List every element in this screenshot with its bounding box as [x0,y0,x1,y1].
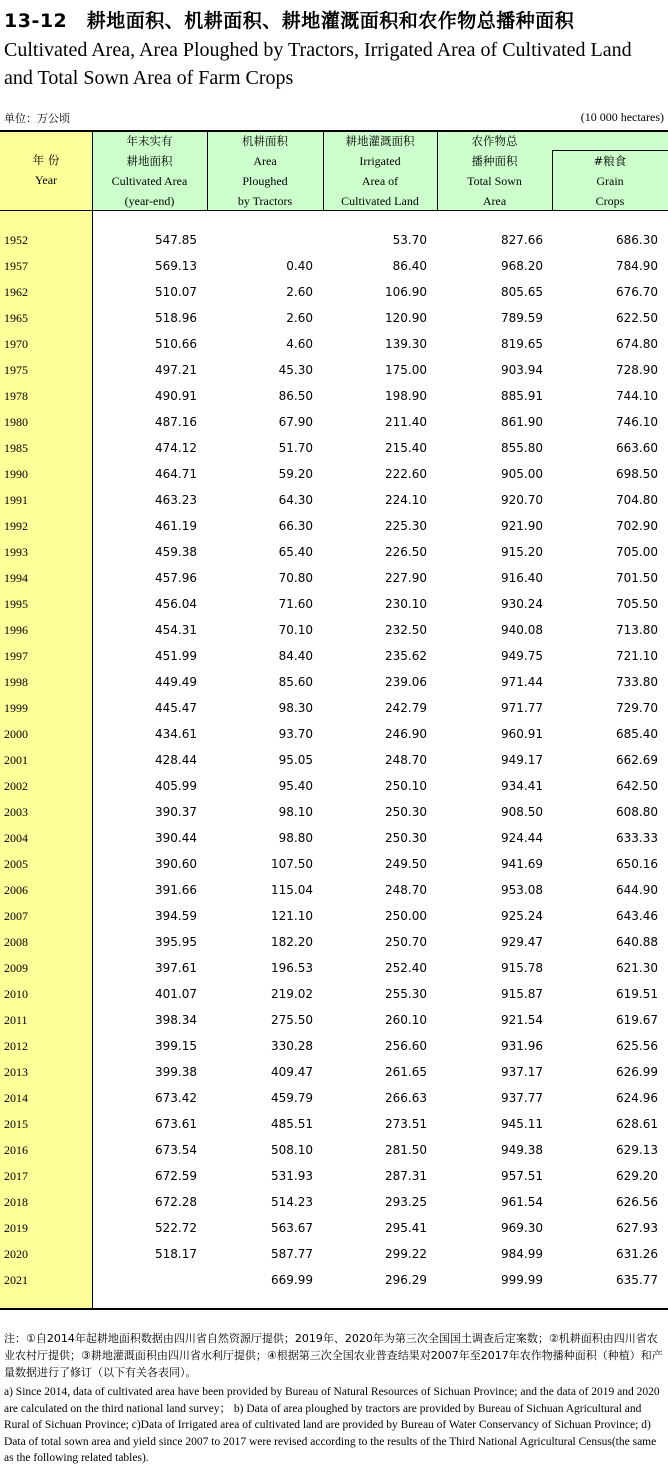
cell-irrigated-area: 250.30 [385,805,427,819]
cell-irrigated-area: 211.40 [385,415,427,429]
cell-total-sown-area: 921.54 [501,1013,543,1027]
unit-label-en: (10 000 hectares) [580,110,664,124]
cell-total-sown-area: 937.17 [501,1065,543,1079]
cell-cultivated-area: 673.54 [155,1143,197,1157]
cell-irrigated-area: 287.31 [385,1169,427,1183]
cell-grain-crops: 685.40 [616,727,658,741]
cell-total-sown-area: 968.20 [501,259,543,273]
cell-total-sown-area: 961.54 [501,1195,543,1209]
cell-grain-crops: 728.90 [616,363,658,377]
cell-grain-crops: 633.33 [616,831,658,845]
cell-grain-crops: 663.60 [616,441,658,455]
cell-year: 2010 [4,987,28,1001]
cell-year: 2007 [4,909,28,923]
table-row [0,435,668,461]
cell-grain-crops: 619.51 [616,987,658,1001]
cell-year: 2005 [4,857,28,871]
cell-irrigated-area: 293.25 [385,1195,427,1209]
cell-grain-crops: 650.16 [616,857,658,871]
cell-irrigated-area: 239.06 [385,675,427,689]
cell-grain-crops: 686.30 [616,233,658,247]
cell-area-ploughed: 107.50 [271,857,313,871]
table-row [0,799,668,825]
cell-total-sown-area: 929.47 [501,935,543,949]
table-row [0,747,668,773]
cell-cultivated-area: 672.28 [155,1195,197,1209]
cell-area-ploughed: 182.20 [271,935,313,949]
cell-grain-crops: 644.90 [616,883,658,897]
cell-total-sown-area: 885.91 [501,389,543,403]
header-area-ploughed: 机耕面积 Area Ploughed by Tractors [237,134,293,208]
table-row [0,1137,668,1163]
cell-area-ploughed: 330.28 [271,1039,313,1053]
cell-total-sown-area: 916.40 [501,571,543,585]
table-row [0,721,668,747]
cell-irrigated-area: 227.90 [385,571,427,585]
cell-total-sown-area: 827.66 [501,233,543,247]
table-row [0,981,668,1007]
cell-cultivated-area: 405.99 [155,779,197,793]
cell-area-ploughed: 219.02 [271,987,313,1001]
cell-year: 2008 [4,935,28,949]
cell-year: 1990 [4,467,28,481]
header-total-sown-area: 农作物总 播种面积 Total Sown Area [467,134,522,208]
cell-grain-crops: 702.90 [616,519,658,533]
cell-irrigated-area: 250.10 [385,779,427,793]
table-row [0,695,668,721]
header-grain-crops: #粮食 Grain Crops [593,154,627,208]
cell-year: 2019 [4,1221,28,1235]
cell-grain-crops: 744.10 [616,389,658,403]
cell-year: 1995 [4,597,28,611]
cell-cultivated-area: 569.13 [155,259,197,273]
cell-area-ploughed: 587.77 [271,1247,313,1261]
cell-irrigated-area: 232.50 [385,623,427,637]
cell-area-ploughed: 485.51 [271,1117,313,1131]
table-row [0,565,668,591]
cell-cultivated-area: 428.44 [155,753,197,767]
cell-irrigated-area: 225.30 [385,519,427,533]
cell-total-sown-area: 934.41 [501,779,543,793]
cell-area-ploughed: 70.10 [278,623,313,637]
cell-irrigated-area: 266.63 [385,1091,427,1105]
cell-irrigated-area: 249.50 [385,857,427,871]
table-row [0,305,668,331]
cell-cultivated-area: 390.37 [155,805,197,819]
cell-year: 1952 [4,233,28,247]
cell-area-ploughed: 409.47 [271,1065,313,1079]
cell-total-sown-area: 915.78 [501,961,543,975]
cell-total-sown-area: 903.94 [501,363,543,377]
cell-year: 1978 [4,389,28,403]
cell-cultivated-area: 474.12 [155,441,197,455]
cell-cultivated-area: 456.04 [155,597,197,611]
cell-total-sown-area: 925.24 [501,909,543,923]
cell-area-ploughed: 59.20 [278,467,313,481]
cell-cultivated-area: 434.61 [155,727,197,741]
cell-irrigated-area: 281.50 [385,1143,427,1157]
cell-year: 2013 [4,1065,28,1079]
cell-grain-crops: 626.56 [616,1195,658,1209]
table-row [0,279,668,305]
cell-grain-crops: 746.10 [616,415,658,429]
cell-year: 2009 [4,961,28,975]
cell-total-sown-area: 949.75 [501,649,543,663]
table-row [0,1267,668,1293]
cell-cultivated-area: 445.47 [155,701,197,715]
cell-total-sown-area: 861.90 [501,415,543,429]
cell-cultivated-area: 395.95 [155,935,197,949]
cell-area-ploughed: 66.30 [278,519,313,533]
cell-year: 1970 [4,337,28,351]
cell-area-ploughed: 0.40 [286,259,313,273]
cell-total-sown-area: 940.08 [501,623,543,637]
cell-grain-crops: 642.50 [616,779,658,793]
cell-year: 2000 [4,727,28,741]
cell-year: 2017 [4,1169,28,1183]
cell-area-ploughed: 669.99 [271,1273,313,1287]
cell-grain-crops: 733.80 [616,675,658,689]
cell-irrigated-area: 86.40 [392,259,427,273]
cell-year: 1994 [4,571,28,585]
cell-irrigated-area: 260.10 [385,1013,427,1027]
notes-cn: 注：①自2014年起耕地面积数据由四川省自然资源厅提供；2019年、2020年为第三次全国国土调查后定案数；②机耕面积由四川省农业农村厅提供；③耕地灌溉面积由四川省水利厅提供；④根据第三次全国农业普查结果对2007年至2017年农作物播种面积（种植）和产量数据进行了修订（以下有关各表同）。 [4,1332,663,1379]
cell-total-sown-area: 971.77 [501,701,543,715]
table-row [0,1215,668,1241]
cell-total-sown-area: 819.65 [501,337,543,351]
cell-total-sown-area: 937.77 [501,1091,543,1105]
cell-total-sown-area: 908.50 [501,805,543,819]
cell-year: 2004 [4,831,28,845]
cell-area-ploughed: 65.40 [278,545,313,559]
cell-total-sown-area: 971.44 [501,675,543,689]
cell-total-sown-area: 945.11 [501,1117,543,1131]
cell-total-sown-area: 999.99 [501,1273,543,1287]
cell-total-sown-area: 855.80 [501,441,543,455]
cell-cultivated-area: 518.96 [155,311,197,325]
cell-cultivated-area: 461.19 [155,519,197,533]
cell-area-ploughed: 563.67 [271,1221,313,1235]
cell-irrigated-area: 106.90 [385,285,427,299]
cell-year: 1996 [4,623,28,637]
table-row [0,773,668,799]
cell-irrigated-area: 230.10 [385,597,427,611]
cell-grain-crops: 705.50 [616,597,658,611]
cell-grain-crops: 608.80 [616,805,658,819]
table-row [0,331,668,357]
cell-year: 2021 [4,1273,28,1287]
cell-irrigated-area: 222.60 [385,467,427,481]
cell-area-ploughed: 95.05 [278,753,313,767]
cell-cultivated-area: 451.99 [155,649,197,663]
table-row [0,513,668,539]
cell-year: 1992 [4,519,28,533]
cell-total-sown-area: 941.69 [501,857,543,871]
cell-irrigated-area: 250.30 [385,831,427,845]
cell-cultivated-area: 672.59 [155,1169,197,1183]
table-row [0,1189,668,1215]
table-row [0,825,668,851]
cell-cultivated-area: 449.49 [155,675,197,689]
cell-irrigated-area: 248.70 [385,753,427,767]
cell-year: 2001 [4,753,28,767]
cell-grain-crops: 674.80 [616,337,658,351]
cell-cultivated-area: 487.16 [155,415,197,429]
cell-grain-crops: 701.50 [616,571,658,585]
cell-cultivated-area: 490.91 [155,389,197,403]
cell-grain-crops: 624.96 [616,1091,658,1105]
cell-cultivated-area: 459.38 [155,545,197,559]
cell-cultivated-area: 510.66 [155,337,197,351]
table-row [0,357,668,383]
cell-cultivated-area: 397.61 [155,961,197,975]
cell-irrigated-area: 242.79 [385,701,427,715]
table-row [0,1059,668,1085]
cell-area-ploughed: 71.60 [278,597,313,611]
cell-grain-crops: 713.80 [616,623,658,637]
cell-area-ploughed: 4.60 [286,337,313,351]
cell-grain-crops: 629.13 [616,1143,658,1157]
cell-irrigated-area: 53.70 [392,233,427,247]
header-cultivated-area: 年末实有 耕地面积 Cultivated Area (year-end) [111,134,188,208]
header-year: 年 份 Year [32,153,60,187]
cell-grain-crops: 628.61 [616,1117,658,1131]
cell-area-ploughed: 98.80 [278,831,313,845]
cell-area-ploughed: 95.40 [278,779,313,793]
cell-irrigated-area: 299.22 [385,1247,427,1261]
table-row [0,955,668,981]
cell-area-ploughed: 67.90 [278,415,313,429]
cell-area-ploughed: 45.30 [278,363,313,377]
cell-area-ploughed: 121.10 [271,909,313,923]
cell-irrigated-area: 120.90 [385,311,427,325]
table-row [0,1241,668,1267]
unit-label-cn: 单位：万公顷 [4,112,70,125]
cell-total-sown-area: 949.38 [501,1143,543,1157]
cell-irrigated-area: 255.30 [385,987,427,1001]
cell-year: 2012 [4,1039,28,1053]
cell-year: 1993 [4,545,28,559]
cell-grain-crops: 705.00 [616,545,658,559]
cell-year: 1991 [4,493,28,507]
cell-grain-crops: 619.67 [616,1013,658,1027]
cell-year: 2018 [4,1195,28,1209]
cell-irrigated-area: 252.40 [385,961,427,975]
cell-grain-crops: 676.70 [616,285,658,299]
cell-irrigated-area: 215.40 [385,441,427,455]
table-row [0,1111,668,1137]
cell-total-sown-area: 930.24 [501,597,543,611]
cell-cultivated-area: 510.07 [155,285,197,299]
cell-year: 1998 [4,675,28,689]
cell-irrigated-area: 250.00 [385,909,427,923]
cell-year: 2011 [4,1013,28,1027]
cell-cultivated-area: 401.07 [155,987,197,1001]
cell-total-sown-area: 915.87 [501,987,543,1001]
cell-area-ploughed: 93.70 [278,727,313,741]
cell-cultivated-area: 464.71 [155,467,197,481]
cell-grain-crops: 729.70 [616,701,658,715]
cell-total-sown-area: 960.91 [501,727,543,741]
cell-year: 1997 [4,649,28,663]
cell-irrigated-area: 296.29 [385,1273,427,1287]
cell-cultivated-area: 398.34 [155,1013,197,1027]
cell-cultivated-area: 457.96 [155,571,197,585]
cell-area-ploughed: 459.79 [271,1091,313,1105]
notes-en: a) Since 2014, data of cultivated area have been provided by Bureau of Natural Resources of Sichuan Province; and the data of 2019 and 2020 are calculated on the third national land survey； b) Data of area ploughed by tractors are provided by Bureau of Sichuan Agricultural and Rural of Sichuan Province; c)Data of Irrigated area of cultivated land are provided by Bureau of Water Conservancy of Sichuan Province; d) Data of total sown area and yield since 2007 to 2017 were revised according to the results of the Third National Agricultural Census(the same as the following related tables). [4,1386,660,1464]
cell-grain-crops: 626.99 [616,1065,658,1079]
cell-irrigated-area: 248.70 [385,883,427,897]
cell-year: 2003 [4,805,28,819]
cell-total-sown-area: 949.17 [501,753,543,767]
cell-grain-crops: 635.77 [616,1273,658,1287]
cell-irrigated-area: 273.51 [385,1117,427,1131]
table-row [0,461,668,487]
table-row [0,643,668,669]
table-row [0,539,668,565]
table-row [0,1085,668,1111]
cell-area-ploughed: 70.80 [278,571,313,585]
cell-total-sown-area: 953.08 [501,883,543,897]
cell-year: 2016 [4,1143,28,1157]
cell-year: 2002 [4,779,28,793]
cell-cultivated-area: 390.60 [155,857,197,871]
cell-year: 1957 [4,259,28,273]
cell-area-ploughed: 275.50 [271,1013,313,1027]
cell-grain-crops: 631.26 [616,1247,658,1261]
cell-area-ploughed: 508.10 [271,1143,313,1157]
cell-grain-crops: 629.20 [616,1169,658,1183]
cell-grain-crops: 698.50 [616,467,658,481]
cell-irrigated-area: 198.90 [385,389,427,403]
cell-total-sown-area: 984.99 [501,1247,543,1261]
cell-cultivated-area: 394.59 [155,909,197,923]
cell-irrigated-area: 175.00 [385,363,427,377]
table-bottom-rule [0,1308,668,1310]
cell-year: 1985 [4,441,28,455]
cell-grain-crops: 627.93 [616,1221,658,1235]
cell-grain-crops: 662.69 [616,753,658,767]
cell-total-sown-area: 805.65 [501,285,543,299]
cell-cultivated-area: 497.21 [155,363,197,377]
cell-year: 1999 [4,701,28,715]
table-row [0,1033,668,1059]
cell-irrigated-area: 295.41 [385,1221,427,1235]
cell-area-ploughed: 514.23 [271,1195,313,1209]
cell-irrigated-area: 224.10 [385,493,427,507]
cell-grain-crops: 643.46 [616,909,658,923]
cell-area-ploughed: 86.50 [278,389,313,403]
cell-area-ploughed: 196.53 [271,961,313,975]
table-row [0,383,668,409]
table-row [0,227,668,253]
cell-total-sown-area: 905.00 [501,467,543,481]
cell-year: 2014 [4,1091,28,1105]
table-row [0,1163,668,1189]
cell-year: 1965 [4,311,28,325]
cell-year: 2020 [4,1247,28,1261]
cell-irrigated-area: 226.50 [385,545,427,559]
table-row [0,487,668,513]
cell-area-ploughed: 64.30 [278,493,313,507]
table-row [0,1007,668,1033]
cell-area-ploughed: 85.60 [278,675,313,689]
cell-total-sown-area: 957.51 [501,1169,543,1183]
cell-total-sown-area: 920.70 [501,493,543,507]
cell-area-ploughed: 98.10 [278,805,313,819]
cell-irrigated-area: 256.60 [385,1039,427,1053]
cell-area-ploughed: 2.60 [286,285,313,299]
cell-cultivated-area: 673.42 [155,1091,197,1105]
cell-area-ploughed: 84.40 [278,649,313,663]
cell-year: 2015 [4,1117,28,1131]
cell-total-sown-area: 969.30 [501,1221,543,1235]
table-row [0,591,668,617]
cell-grain-crops: 621.30 [616,961,658,975]
cell-total-sown-area: 915.20 [501,545,543,559]
table-title-en: Cultivated Area, Area Ploughed by Tractors, Irrigated Area of Cultivated Land and Total Sown Area of Farm Crops [4,39,632,89]
table-row [0,617,668,643]
cell-area-ploughed: 2.60 [286,311,313,325]
cell-area-ploughed: 51.70 [278,441,313,455]
cell-year: 1975 [4,363,28,377]
cell-cultivated-area: 522.72 [155,1221,197,1235]
table-row [0,929,668,955]
cell-grain-crops: 625.56 [616,1039,658,1053]
table-row [0,669,668,695]
cell-cultivated-area: 390.44 [155,831,197,845]
cell-cultivated-area: 673.61 [155,1117,197,1131]
cell-grain-crops: 622.50 [616,311,658,325]
cell-grain-crops: 704.80 [616,493,658,507]
cell-year: 1962 [4,285,28,299]
cell-area-ploughed: 531.93 [271,1169,313,1183]
cell-cultivated-area: 399.38 [155,1065,197,1079]
cell-cultivated-area: 547.85 [155,233,197,247]
cell-irrigated-area: 235.62 [385,649,427,663]
table-row [0,409,668,435]
cell-total-sown-area: 789.59 [501,311,543,325]
table-row [0,851,668,877]
table-row [0,903,668,929]
cell-grain-crops: 784.90 [616,259,658,273]
cell-year: 2006 [4,883,28,897]
cell-total-sown-area: 921.90 [501,519,543,533]
cell-irrigated-area: 139.30 [385,337,427,351]
cell-cultivated-area: 454.31 [155,623,197,637]
cell-cultivated-area: 518.17 [155,1247,197,1261]
cell-cultivated-area: 399.15 [155,1039,197,1053]
cell-total-sown-area: 924.44 [501,831,543,845]
cell-year: 1980 [4,415,28,429]
cell-irrigated-area: 246.90 [385,727,427,741]
table-row [0,877,668,903]
cell-grain-crops: 721.10 [616,649,658,663]
cell-irrigated-area: 261.65 [385,1065,427,1079]
table-row [0,253,668,279]
cell-total-sown-area: 931.96 [501,1039,543,1053]
cell-grain-crops: 640.88 [616,935,658,949]
table-title-cn: 13-12 耕地面积、机耕面积、耕地灌溉面积和农作物总播种面积 [4,10,575,32]
cell-area-ploughed: 98.30 [278,701,313,715]
cell-irrigated-area: 250.70 [385,935,427,949]
cell-cultivated-area: 391.66 [155,883,197,897]
cell-cultivated-area: 463.23 [155,493,197,507]
header-irrigated-area: 耕地灌溉面积 Irrigated Area of Cultivated Land [341,134,419,208]
cell-area-ploughed: 115.04 [271,883,313,897]
